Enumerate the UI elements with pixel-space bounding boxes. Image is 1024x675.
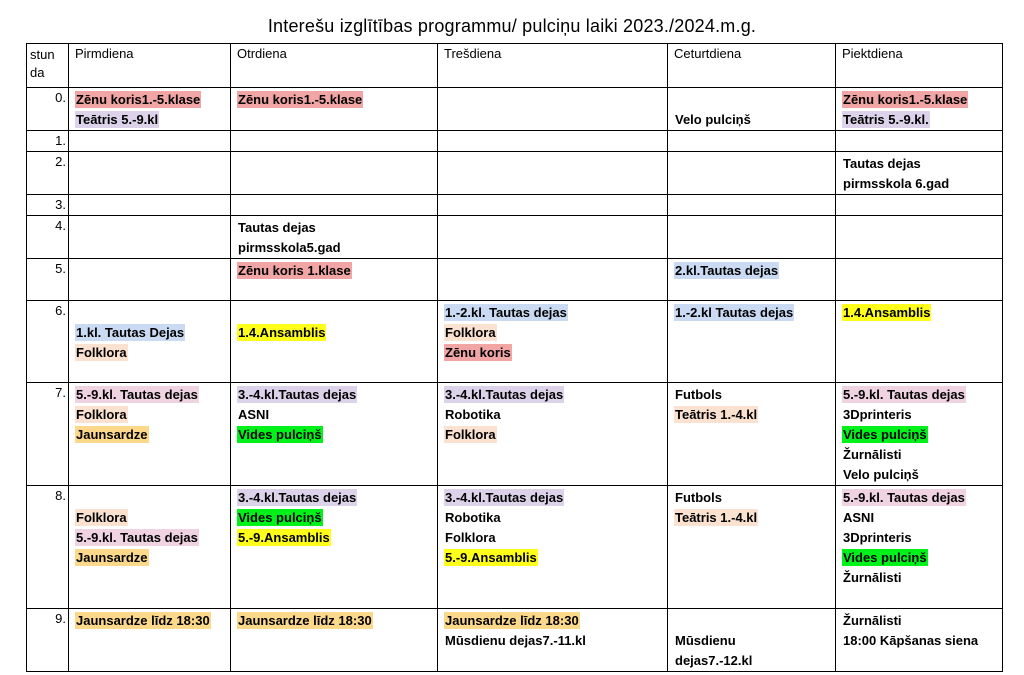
activity-entry xyxy=(75,528,226,548)
activity-label: Robotika xyxy=(445,510,501,525)
lesson-number: 9. xyxy=(27,609,69,672)
cell-otrdiena xyxy=(231,609,438,672)
activity-entry xyxy=(75,303,226,323)
activity-label xyxy=(237,304,239,321)
cell-piektdiena xyxy=(836,195,1003,216)
cell-pirmdiena xyxy=(69,216,231,259)
activity-label: 2.kl.Tautas dejas xyxy=(675,263,779,278)
cell-otrdiena xyxy=(231,383,438,486)
activity-entry xyxy=(842,611,998,631)
activity-label: Folklora xyxy=(76,407,127,422)
cell-tresdiena xyxy=(438,609,668,672)
activity-label: 3Dprinteris xyxy=(843,407,912,422)
lesson-number: 6. xyxy=(27,301,69,383)
lesson-number: 8. xyxy=(27,486,69,609)
activity-label: Zēnu koris 1.klase xyxy=(238,263,351,278)
activity-entry xyxy=(237,385,433,405)
cell-pirmdiena xyxy=(69,88,231,131)
cell-pirmdiena xyxy=(69,486,231,609)
cell-ceturtdiena xyxy=(668,301,836,383)
activity-label: pirmsskola 6.gad xyxy=(843,176,950,191)
activity-label: Teātris 5.-9.kl xyxy=(76,112,159,127)
header-otrdiena: Otrdiena xyxy=(231,44,438,88)
activity-entry xyxy=(75,405,226,425)
activity-label: 18:00 Kāpšanas siena xyxy=(843,633,979,648)
activity-entry xyxy=(674,488,831,508)
cell-piektdiena xyxy=(836,152,1003,195)
activity-entry xyxy=(75,385,226,405)
cell-otrdiena xyxy=(231,195,438,216)
activity-label: Robotika xyxy=(445,407,501,422)
activity-entry xyxy=(237,303,433,323)
cell-pirmdiena xyxy=(69,259,231,301)
activity-entry xyxy=(674,508,831,528)
cell-ceturtdiena xyxy=(668,88,836,131)
activity-label xyxy=(75,304,77,321)
table-row xyxy=(27,486,1003,609)
activity-entry xyxy=(444,611,663,631)
cell-ceturtdiena xyxy=(668,259,836,301)
activity-label: Folklora xyxy=(445,427,496,442)
activity-label: Velo pulciņš xyxy=(675,112,751,127)
table-row xyxy=(27,259,1003,301)
cell-ceturtdiena xyxy=(668,216,836,259)
table-row xyxy=(27,131,1003,152)
activity-entry xyxy=(75,611,226,631)
activity-entry xyxy=(674,385,831,405)
activity-label: 1.4.Ansamblis xyxy=(238,325,326,340)
activity-entry xyxy=(674,405,831,425)
activity-entry xyxy=(842,90,998,110)
activity-label xyxy=(674,91,676,108)
activity-entry xyxy=(237,611,433,631)
activity-label: 3.-4.kl.Tautas dejas xyxy=(238,490,357,505)
header-tresdiena: Trešdiena xyxy=(438,44,668,88)
cell-otrdiena xyxy=(231,131,438,152)
activity-entry xyxy=(842,110,998,130)
activity-label: ASNI xyxy=(238,407,270,422)
cell-tresdiena xyxy=(438,216,668,259)
activity-entry xyxy=(444,548,663,568)
activity-entry xyxy=(842,445,998,465)
activity-entry xyxy=(75,425,226,445)
schedule-table xyxy=(26,43,1003,672)
cell-piektdiena xyxy=(836,486,1003,609)
activity-label: 5.-9.Ansamblis xyxy=(445,550,537,565)
cell-piektdiena xyxy=(836,131,1003,152)
activity-entry xyxy=(237,261,433,281)
cell-pirmdiena xyxy=(69,131,231,152)
cell-otrdiena xyxy=(231,486,438,609)
activity-entry xyxy=(842,405,998,425)
activity-label: pirmsskola5.gad xyxy=(238,240,341,255)
cell-tresdiena xyxy=(438,88,668,131)
cell-tresdiena xyxy=(438,195,668,216)
activity-entry xyxy=(237,488,433,508)
activity-label: 3.-4.kl.Tautas dejas xyxy=(238,387,357,402)
cell-pirmdiena xyxy=(69,195,231,216)
activity-entry xyxy=(674,90,831,110)
cell-pirmdiena xyxy=(69,609,231,672)
activity-entry xyxy=(237,238,433,258)
activity-label: Teātris 1.-4.kl xyxy=(675,510,758,525)
cell-tresdiena xyxy=(438,259,668,301)
table-row xyxy=(27,216,1003,259)
activity-entry xyxy=(444,323,663,343)
activity-entry xyxy=(444,385,663,405)
activity-entry xyxy=(75,488,226,508)
activity-entry xyxy=(444,508,663,528)
cell-pirmdiena xyxy=(69,152,231,195)
activity-label: 1.kl. Tautas Dejas xyxy=(76,325,185,340)
cell-ceturtdiena xyxy=(668,152,836,195)
activity-entry xyxy=(842,568,998,588)
activity-entry xyxy=(842,303,998,323)
activity-label xyxy=(674,612,676,629)
activity-label: 5.-9.kl. Tautas dejas xyxy=(76,387,198,402)
lesson-number: 2. xyxy=(27,152,69,195)
cell-otrdiena xyxy=(231,88,438,131)
table-row xyxy=(27,88,1003,131)
cell-tresdiena xyxy=(438,383,668,486)
lesson-number: 7. xyxy=(27,383,69,486)
activity-label: Vides pulciņš xyxy=(843,550,927,565)
lesson-number: 4. xyxy=(27,216,69,259)
activity-label: Folklora xyxy=(76,510,127,525)
activity-entry xyxy=(237,90,433,110)
activity-entry xyxy=(842,548,998,568)
header-ceturtdiena: Ceturtdiena xyxy=(668,44,836,88)
activity-label: Mūsdienu dejas7.-11.kl xyxy=(445,633,586,648)
cell-piektdiena xyxy=(836,88,1003,131)
activity-label: Futbols xyxy=(675,490,722,505)
cell-piektdiena xyxy=(836,259,1003,301)
activity-label xyxy=(75,489,77,506)
activity-entry xyxy=(75,323,226,343)
activity-label: Teātris 1.-4.kl xyxy=(675,407,758,422)
activity-entry xyxy=(444,343,663,363)
activity-entry xyxy=(75,343,226,363)
table-row xyxy=(27,152,1003,195)
table-row xyxy=(27,195,1003,216)
cell-ceturtdiena xyxy=(668,195,836,216)
activity-label: 5.-9.Ansamblis xyxy=(238,530,330,545)
cell-ceturtdiena xyxy=(668,486,836,609)
activity-entry xyxy=(842,488,998,508)
activity-entry xyxy=(444,528,663,548)
cell-tresdiena xyxy=(438,131,668,152)
activity-label: 1.-2.kl. Tautas dejas xyxy=(445,305,567,320)
cell-pirmdiena xyxy=(69,301,231,383)
activity-label: Jaunsardze līdz 18:30 xyxy=(238,613,372,628)
activity-label: Futbols xyxy=(675,387,722,402)
activity-label: Žurnālisti xyxy=(843,570,902,585)
activity-entry xyxy=(842,631,998,651)
activity-label: Žurnālisti xyxy=(843,613,902,628)
activity-label: 3.-4.kl.Tautas dejas xyxy=(445,387,564,402)
cell-piektdiena xyxy=(836,301,1003,383)
activity-label: Jaunsardze līdz 18:30 xyxy=(445,613,579,628)
activity-label: 5.-9.kl. Tautas dejas xyxy=(76,530,198,545)
activity-label: 3Dprinteris xyxy=(843,530,912,545)
activity-label: Jaunsardze līdz 18:30 xyxy=(76,613,210,628)
activity-entry xyxy=(674,303,831,323)
activity-label: Tautas dejas xyxy=(238,220,316,235)
activity-entry xyxy=(237,405,433,425)
activity-label: 1.4.Ansamblis xyxy=(843,305,931,320)
activity-entry xyxy=(674,611,831,631)
header-piektdiena: Piektdiena xyxy=(836,44,1003,88)
cell-otrdiena xyxy=(231,216,438,259)
activity-label: ASNI xyxy=(843,510,875,525)
activity-entry xyxy=(842,425,998,445)
activity-label: Velo pulciņš xyxy=(843,467,919,482)
activity-label: Tautas dejas xyxy=(843,156,921,171)
cell-ceturtdiena xyxy=(668,131,836,152)
cell-tresdiena xyxy=(438,301,668,383)
activity-label: 3.-4.kl.Tautas dejas xyxy=(445,490,564,505)
lesson-number: 5. xyxy=(27,259,69,301)
activity-entry xyxy=(842,465,998,485)
activity-entry xyxy=(75,90,226,110)
header-stunda: stun da xyxy=(27,44,69,88)
activity-entry xyxy=(842,154,998,174)
activity-entry xyxy=(75,548,226,568)
activity-label: Vides pulciņš xyxy=(843,427,927,442)
activity-entry xyxy=(444,631,663,651)
activity-entry xyxy=(444,425,663,445)
cell-pirmdiena xyxy=(69,383,231,486)
table-row xyxy=(27,301,1003,383)
activity-label: Vides pulciņš xyxy=(238,427,322,442)
cell-otrdiena xyxy=(231,259,438,301)
activity-entry xyxy=(842,528,998,548)
activity-label: Zēnu koris xyxy=(445,345,511,360)
activity-entry xyxy=(444,405,663,425)
activity-entry xyxy=(237,218,433,238)
activity-label: Jaunsardze xyxy=(76,550,148,565)
activity-entry xyxy=(674,110,831,130)
activity-entry xyxy=(75,508,226,528)
cell-piektdiena xyxy=(836,383,1003,486)
table-row xyxy=(27,383,1003,486)
page-title: Interešu izglītības programmu/ pulciņu laiki 2023./2024.m.g. xyxy=(267,16,757,36)
activity-entry xyxy=(444,488,663,508)
cell-tresdiena xyxy=(438,152,668,195)
schedule-body xyxy=(27,44,1003,672)
activity-label: Zēnu koris1.-5.klase xyxy=(76,92,201,107)
cell-otrdiena xyxy=(231,152,438,195)
cell-piektdiena xyxy=(836,609,1003,672)
activity-entry xyxy=(674,651,831,671)
cell-ceturtdiena xyxy=(668,609,836,672)
activity-label: Folklora xyxy=(445,530,496,545)
activity-label: dejas7.-12.kl xyxy=(675,653,753,668)
activity-entry xyxy=(842,508,998,528)
header-pirmdiena: Pirmdiena xyxy=(69,44,231,88)
activity-label: 1.-2.kl Tautas dejas xyxy=(675,305,794,320)
lesson-number: 3. xyxy=(27,195,69,216)
table-row xyxy=(27,609,1003,672)
cell-tresdiena xyxy=(438,486,668,609)
cell-otrdiena xyxy=(231,301,438,383)
lesson-number: 0. xyxy=(27,88,69,131)
activity-entry xyxy=(444,303,663,323)
activity-entry xyxy=(237,323,433,343)
activity-entry xyxy=(237,425,433,445)
activity-entry xyxy=(842,385,998,405)
activity-label: Zēnu koris1.-5.klase xyxy=(843,92,968,107)
activity-entry xyxy=(674,631,831,651)
activity-entry xyxy=(237,508,433,528)
lesson-number: 1. xyxy=(27,131,69,152)
header-row xyxy=(27,44,1003,88)
activity-label: 5.-9.kl. Tautas dejas xyxy=(843,387,965,402)
activity-label: Žurnālisti xyxy=(843,447,902,462)
activity-label: Jaunsardze xyxy=(76,427,148,442)
activity-label: Folklora xyxy=(445,325,496,340)
activity-label: 5.-9.kl. Tautas dejas xyxy=(843,490,965,505)
activity-entry xyxy=(842,174,998,194)
activity-label: Zēnu koris1.-5.klase xyxy=(238,92,363,107)
activity-entry xyxy=(674,261,831,281)
activity-entry xyxy=(75,110,226,130)
activity-label: Vides pulciņš xyxy=(238,510,322,525)
cell-piektdiena xyxy=(836,216,1003,259)
activity-label: Mūsdienu xyxy=(675,633,736,648)
activity-entry xyxy=(237,528,433,548)
activity-label: Folklora xyxy=(76,345,127,360)
activity-label: Teātris 5.-9.kl. xyxy=(843,112,929,127)
cell-ceturtdiena xyxy=(668,383,836,486)
